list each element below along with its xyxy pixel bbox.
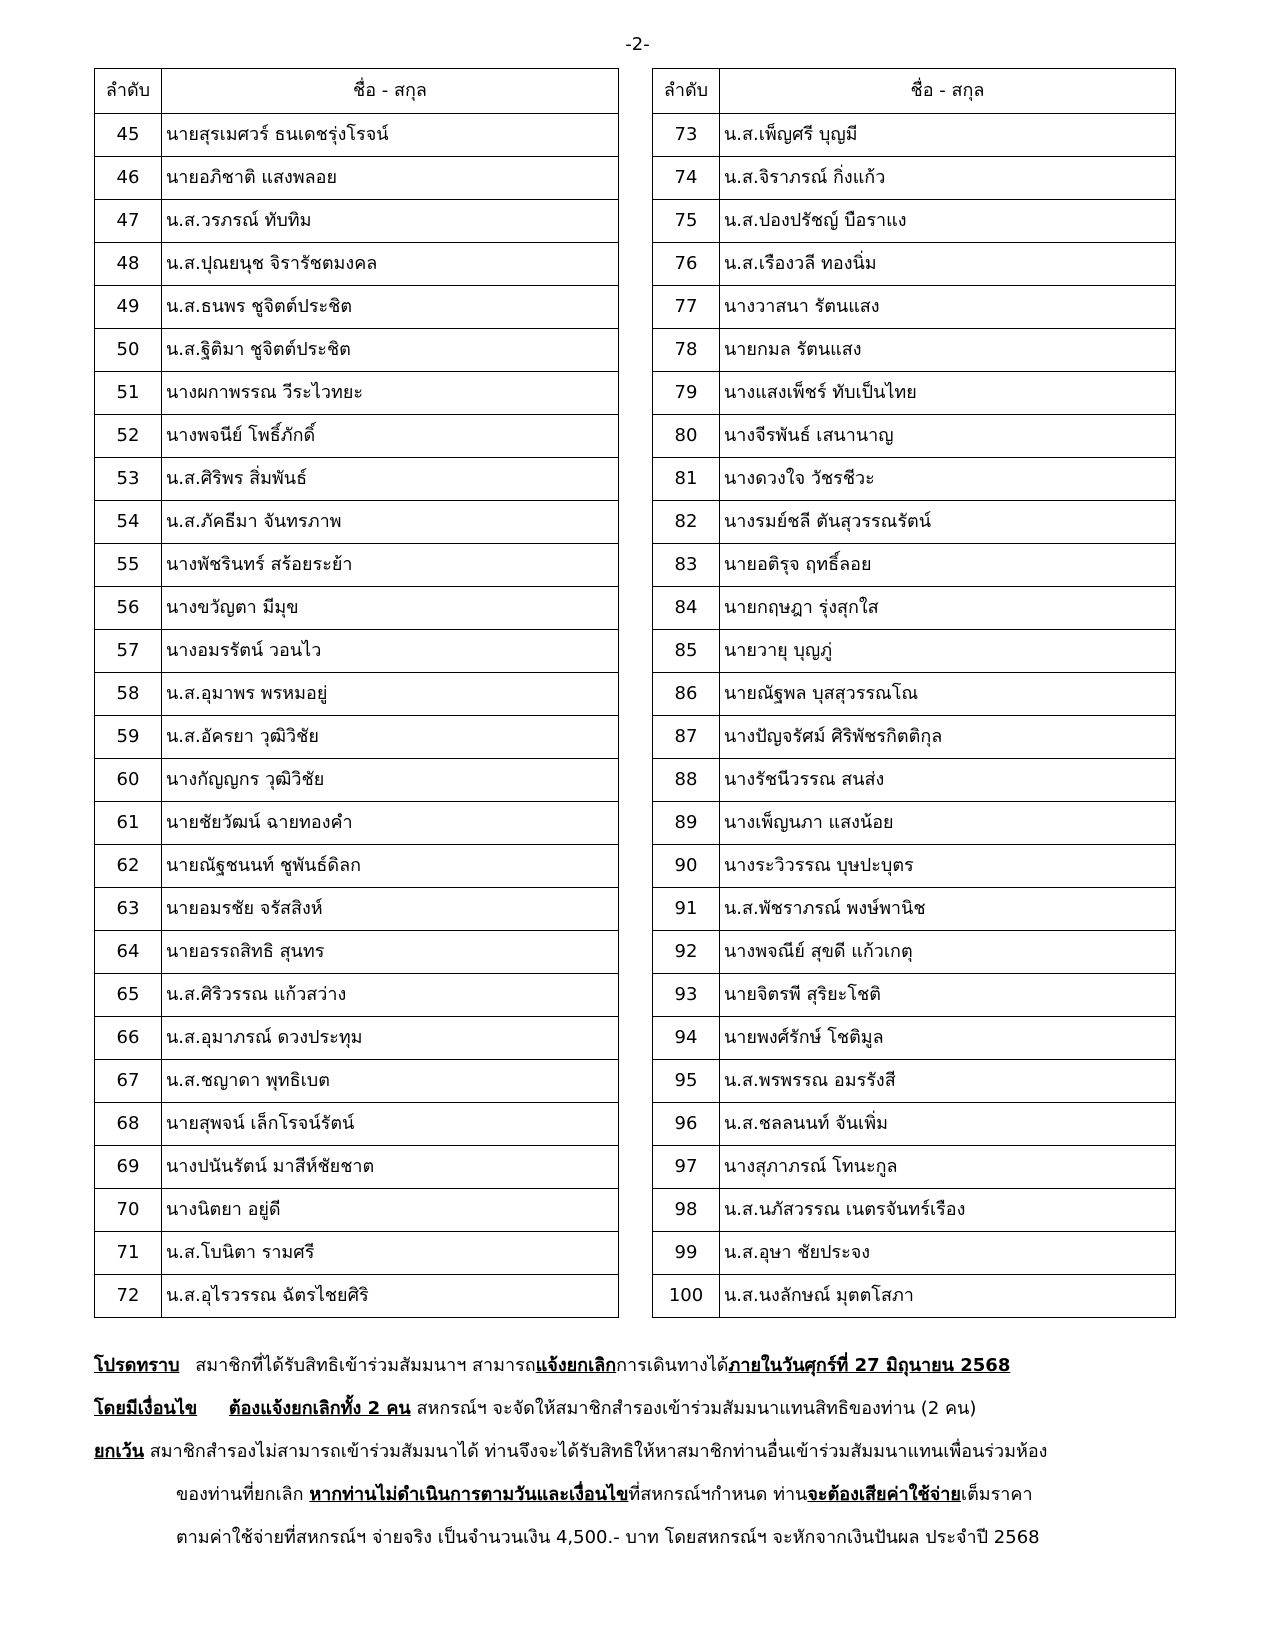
order-number: 64: [95, 931, 162, 974]
table-row: [95, 1232, 619, 1275]
order-number: 81: [653, 458, 720, 501]
page-number: -2-: [625, 34, 650, 55]
order-number: 58: [95, 673, 162, 716]
member-name: น.ส.นงลักษณ์ มุตตโสภา: [720, 1275, 1176, 1318]
order-number: 97: [653, 1146, 720, 1189]
order-number: 98: [653, 1189, 720, 1232]
deadline-emphasis: ภายในวันศุกร์ที่ 27 มิถุนายน 2568: [728, 1355, 1011, 1376]
order-number: 89: [653, 802, 720, 845]
member-name: นางระวิวรรณ บุษปะบุตร: [720, 845, 1176, 888]
note-line-exception: [94, 1432, 1184, 1475]
table-row: [95, 415, 619, 458]
member-name: น.ส.ธนพร ชูจิตต์ประชิต: [162, 286, 619, 329]
table-row: [95, 114, 619, 157]
member-name: นายกฤษฎา รุ่งสุกใส: [720, 587, 1176, 630]
table-row: [653, 1146, 1176, 1189]
order-number: 61: [95, 802, 162, 845]
member-name: น.ส.ภัคธีมา จันทรภาพ: [162, 501, 619, 544]
roster-table-right: [652, 68, 1176, 1318]
table-row: [653, 1189, 1176, 1232]
member-name: น.ส.ปองปรัชญ์ บือราแง: [720, 200, 1176, 243]
table-row: [653, 931, 1176, 974]
order-number: 57: [95, 630, 162, 673]
member-name: นางพัชรินทร์ สร้อยระย้า: [162, 544, 619, 587]
member-name: นายสุรเมศวร์ ธนเดชรุ่งโรจน์: [162, 114, 619, 157]
member-name: น.ส.พัชราภรณ์ พงษ์พานิช: [720, 888, 1176, 931]
member-name: น.ส.ชลลนนท์ จันเพิ่ม: [720, 1103, 1176, 1146]
order-number: 84: [653, 587, 720, 630]
table-row: [653, 802, 1176, 845]
order-number: 52: [95, 415, 162, 458]
member-name: น.ส.โบนิตา รามศรี: [162, 1232, 619, 1275]
table-row: [95, 157, 619, 200]
order-number: 77: [653, 286, 720, 329]
member-name: นางขวัญตา มีมุข: [162, 587, 619, 630]
member-name: นางรัชนีวรรณ สนส่ง: [720, 759, 1176, 802]
member-name: นางปนันรัตน์ มาสีห์ชัยชาต: [162, 1146, 619, 1189]
table-row: [95, 544, 619, 587]
table-row: [653, 200, 1176, 243]
order-number: 69: [95, 1146, 162, 1189]
member-name: น.ส.วรภรณ์ ทับทิม: [162, 200, 619, 243]
order-number: 78: [653, 329, 720, 372]
member-name: น.ส.ศิริพร สิ่มพันธ์: [162, 458, 619, 501]
member-name: นางกัญญกร วุฒิวิชัย: [162, 759, 619, 802]
table-row: [653, 501, 1176, 544]
order-number: 45: [95, 114, 162, 157]
member-name: นางพจนีย์ โพธิ์ภักดิ์: [162, 415, 619, 458]
order-number: 62: [95, 845, 162, 888]
roster-body-right: [653, 114, 1176, 1318]
order-number: 92: [653, 931, 720, 974]
note-text: ของท่านที่ยกเลิก: [176, 1484, 304, 1505]
note-line-exception-cont: [94, 1475, 1184, 1518]
table-row: [95, 845, 619, 888]
member-name: นางสุภาภรณ์ โทนะกูล: [720, 1146, 1176, 1189]
order-number: 95: [653, 1060, 720, 1103]
member-name: นางเพ็ญนภา แสงน้อย: [720, 802, 1176, 845]
order-number: 93: [653, 974, 720, 1017]
table-row: [95, 931, 619, 974]
member-name: น.ส.อุมาภรณ์ ดวงประทุม: [162, 1017, 619, 1060]
member-name: นางปัญจรัศม์ ศิริพัชรกิตติกุล: [720, 716, 1176, 759]
table-row: [653, 157, 1176, 200]
order-number: 49: [95, 286, 162, 329]
member-name: นายอภิชาติ แสงพลอย: [162, 157, 619, 200]
table-row: [653, 974, 1176, 1017]
order-number: 100: [653, 1275, 720, 1318]
order-number: 50: [95, 329, 162, 372]
order-number: 71: [95, 1232, 162, 1275]
order-number: 82: [653, 501, 720, 544]
note-text: เต็มราคา: [960, 1484, 1033, 1505]
order-number: 96: [653, 1103, 720, 1146]
order-number: 86: [653, 673, 720, 716]
table-row: [653, 716, 1176, 759]
table-row: [653, 329, 1176, 372]
order-number: 91: [653, 888, 720, 931]
order-number: 94: [653, 1017, 720, 1060]
order-number: 51: [95, 372, 162, 415]
member-name: นายกมล รัตนแสง: [720, 329, 1176, 372]
condition-emphasis: ต้องแจ้งยกเลิกทั้ง 2 คน: [228, 1398, 411, 1419]
member-name: นายสุพจน์ เล็กโรจน์รัตน์: [162, 1103, 619, 1146]
header-order: ลำดับ: [95, 69, 162, 114]
table-row: [653, 1275, 1176, 1318]
member-name: น.ส.ศิริวรรณ แก้วสว่าง: [162, 974, 619, 1017]
member-name: น.ส.เพ็ญศรี บุญมี: [720, 114, 1176, 157]
table-row: [653, 759, 1176, 802]
table-row: [95, 243, 619, 286]
roster-body-left: [95, 114, 619, 1318]
order-number: 48: [95, 243, 162, 286]
member-name: นางวาสนา รัตนแสง: [720, 286, 1176, 329]
order-number: 63: [95, 888, 162, 931]
table-row: [95, 587, 619, 630]
table-row: [95, 1146, 619, 1189]
member-name: นางผกาพรรณ วีระไวทยะ: [162, 372, 619, 415]
member-name: นายณัฐพล บุสสุวรรณโณ: [720, 673, 1176, 716]
table-row: [653, 544, 1176, 587]
table-header-row: [95, 69, 619, 114]
order-number: 74: [653, 157, 720, 200]
table-row: [95, 974, 619, 1017]
table-row: [95, 630, 619, 673]
table-row: [95, 372, 619, 415]
deadline-condition-emphasis: หากท่านไม่ดำเนินการตามวันและเงื่อนไข: [309, 1484, 629, 1505]
table-row: [95, 759, 619, 802]
table-row: [95, 1275, 619, 1318]
member-name: น.ส.นภัสวรรณ เนตรจันทร์เรือง: [720, 1189, 1176, 1232]
note-text: สมาชิกสำรองไม่สามารถเข้าร่วมสัมมนาได้ ท่านจึงจะได้รับสิทธิให้หาสมาชิกท่านอื่นเข้าร่วมสัมมนาแทนเพื่อนร่วมห้อง: [149, 1441, 1048, 1462]
table-row: [95, 1189, 619, 1232]
table-row: [653, 458, 1176, 501]
table-row: [653, 1060, 1176, 1103]
member-name: นายจิตรพี สุริยะโชติ: [720, 974, 1176, 1017]
note-text: ตามค่าใช้จ่ายที่สหกรณ์ฯ จ่ายจริง เป็นจำนวนเงิน 4,500.- บาท โดยสหกรณ์ฯ จะหักจากเงินปันผล ประจำปี 2568: [176, 1527, 1040, 1548]
note-line-cost: [94, 1518, 1184, 1561]
table-row: [95, 1103, 619, 1146]
member-name: นางดวงใจ วัชรชีวะ: [720, 458, 1176, 501]
table-row: [653, 630, 1176, 673]
notice-label: โปรดทราบ: [94, 1355, 180, 1376]
note-line-condition: [94, 1389, 1184, 1432]
order-number: 88: [653, 759, 720, 802]
cancel-emphasis: แจ้งยกเลิก: [535, 1355, 617, 1376]
member-name: นายชัยวัฒน์ ฉายทองคำ: [162, 802, 619, 845]
table-row: [95, 1060, 619, 1103]
note-text: สหกรณ์ฯ จะจัดให้สมาชิกสำรองเข้าร่วมสัมมนาแทนสิทธิของท่าน (2 คน): [416, 1398, 977, 1419]
table-row: [653, 1232, 1176, 1275]
member-name: นางพจณีย์ สุขดี แก้วเกตุ: [720, 931, 1176, 974]
order-number: 87: [653, 716, 720, 759]
table-row: [95, 673, 619, 716]
order-number: 75: [653, 200, 720, 243]
order-number: 60: [95, 759, 162, 802]
table-row: [95, 1017, 619, 1060]
table-row: [95, 286, 619, 329]
member-name: น.ส.เรืองวลี ทองนิ่ม: [720, 243, 1176, 286]
condition-label: โดยมีเงื่อนไข: [94, 1398, 198, 1419]
order-number: 55: [95, 544, 162, 587]
member-name: นายณัฐชนนท์ ชูพันธ์ดิลก: [162, 845, 619, 888]
order-number: 59: [95, 716, 162, 759]
member-name: น.ส.อุษา ชัยประจง: [720, 1232, 1176, 1275]
table-row: [95, 458, 619, 501]
order-number: 46: [95, 157, 162, 200]
roster-table-left: [94, 68, 619, 1318]
note-line-notice: [94, 1346, 1184, 1389]
member-name: นายวายุ บุญภู่: [720, 630, 1176, 673]
order-number: 68: [95, 1103, 162, 1146]
member-name: นางรมย์ชลี ตันสุวรรณรัตน์: [720, 501, 1176, 544]
table-row: [653, 372, 1176, 415]
member-name: น.ส.จิราภรณ์ กิ่งแก้ว: [720, 157, 1176, 200]
notes-section: [94, 1346, 1184, 1561]
header-name: ชื่อ - สกุล: [720, 69, 1176, 114]
member-name: นางอมรรัตน์ วอนไว: [162, 630, 619, 673]
table-row: [653, 1103, 1176, 1146]
order-number: 65: [95, 974, 162, 1017]
order-number: 47: [95, 200, 162, 243]
order-number: 73: [653, 114, 720, 157]
table-row: [653, 673, 1176, 716]
member-name: น.ส.อุมาพร พรหมอยู่: [162, 673, 619, 716]
header-order: ลำดับ: [653, 69, 720, 114]
table-row: [95, 329, 619, 372]
member-name: น.ส.พรพรรณ อมรรังสี: [720, 1060, 1176, 1103]
order-number: 56: [95, 587, 162, 630]
table-row: [95, 716, 619, 759]
note-text: ที่สหกรณ์ฯกำหนด ท่าน: [628, 1484, 808, 1505]
header-name: ชื่อ - สกุล: [162, 69, 619, 114]
member-name: น.ส.อุไรวรรณ ฉัตรไชยศิริ: [162, 1275, 619, 1318]
member-name: นายอติรุจ ฤทธิ์ลอย: [720, 544, 1176, 587]
member-name: น.ส.อัครยา วุฒิวิชัย: [162, 716, 619, 759]
member-name: นางแสงเพ็ชร์ ทับเป็นไทย: [720, 372, 1176, 415]
order-number: 99: [653, 1232, 720, 1275]
table-row: [653, 888, 1176, 931]
note-text: การเดินทางได้: [616, 1355, 729, 1376]
table-header-row: [653, 69, 1176, 114]
table-row: [653, 415, 1176, 458]
order-number: 70: [95, 1189, 162, 1232]
member-name: นายอมรชัย จรัสสิงห์: [162, 888, 619, 931]
member-name: นางนิตยา อยู่ดี: [162, 1189, 619, 1232]
table-row: [95, 888, 619, 931]
order-number: 54: [95, 501, 162, 544]
order-number: 72: [95, 1275, 162, 1318]
order-number: 80: [653, 415, 720, 458]
table-row: [653, 286, 1176, 329]
table-row: [95, 802, 619, 845]
member-name: นางจีรพันธ์ เสนานาญ: [720, 415, 1176, 458]
member-name: น.ส.ชญาดา พุทธิเบต: [162, 1060, 619, 1103]
note-text: สมาชิกที่ได้รับสิทธิเข้าร่วมสัมมนาฯ สามารถ: [195, 1355, 536, 1376]
order-number: 79: [653, 372, 720, 415]
member-name: นายพงศ์รักษ์ โชติมูล: [720, 1017, 1176, 1060]
table-row: [653, 845, 1176, 888]
table-row: [653, 587, 1176, 630]
order-number: 85: [653, 630, 720, 673]
member-name: น.ส.ปุณยนุช จิรารัชตมงคล: [162, 243, 619, 286]
table-row: [653, 1017, 1176, 1060]
table-row: [653, 243, 1176, 286]
order-number: 83: [653, 544, 720, 587]
order-number: 67: [95, 1060, 162, 1103]
table-row: [653, 114, 1176, 157]
table-row: [95, 501, 619, 544]
member-name: นายอรรถสิทธิ สุนทร: [162, 931, 619, 974]
table-row: [95, 200, 619, 243]
order-number: 90: [653, 845, 720, 888]
cost-emphasis: จะต้องเสียค่าใช้จ่าย: [807, 1484, 961, 1505]
order-number: 53: [95, 458, 162, 501]
member-name: น.ส.ฐิติมา ชูจิตต์ประชิต: [162, 329, 619, 372]
order-number: 66: [95, 1017, 162, 1060]
exception-label: ยกเว้น: [94, 1441, 145, 1462]
order-number: 76: [653, 243, 720, 286]
